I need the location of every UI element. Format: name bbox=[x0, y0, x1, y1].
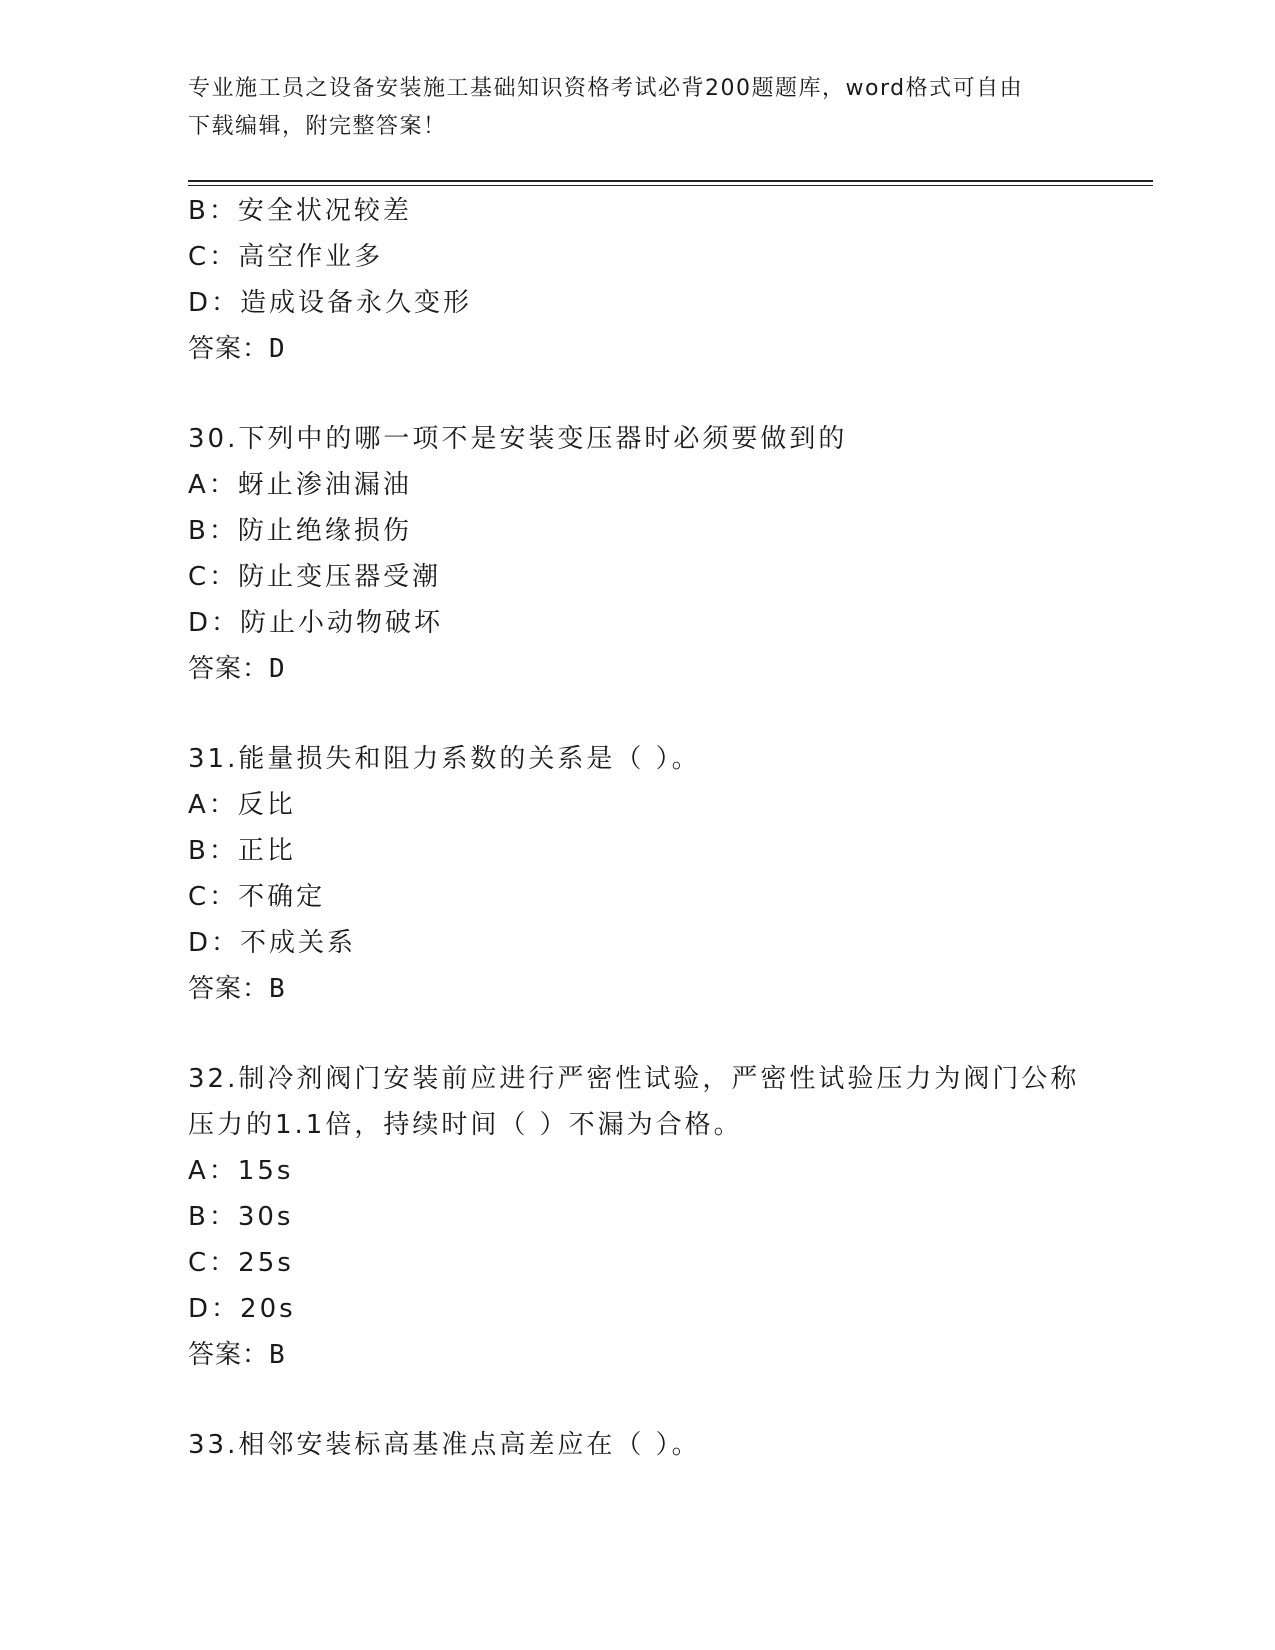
question-31 bbox=[188, 736, 1088, 1012]
question-text: 30.下列中的哪一项不是安装变压器时必须要做到的 bbox=[188, 424, 848, 454]
option-c: C：防止变压器受潮 bbox=[188, 562, 442, 592]
question-30 bbox=[188, 416, 1088, 692]
header-line-2: 下载编辑，附完整答案！ bbox=[188, 114, 447, 139]
option-d: D：20s bbox=[188, 1294, 296, 1324]
question-list bbox=[188, 188, 1088, 1468]
option-b: B：安全状况较差 bbox=[188, 196, 412, 226]
answer: 答案：B bbox=[188, 974, 286, 1004]
question-text-line-1: 32.制冷剂阀门安装前应进行严密性试验，严密性试验压力为阀门公称 bbox=[188, 1064, 1080, 1094]
option-c: C：25s bbox=[188, 1248, 294, 1278]
document-header bbox=[188, 70, 1088, 146]
question-text: 31.能量损失和阻力系数的关系是（ ）。 bbox=[188, 744, 701, 774]
header-line-1: 专业施工员之设备安装施工基础知识资格考试必背200题题库，word格式可自由 bbox=[188, 76, 1024, 101]
option-d: D：不成关系 bbox=[188, 928, 357, 958]
option-b: B：防止绝缘损伤 bbox=[188, 516, 412, 546]
question-29-continued bbox=[188, 188, 1088, 372]
option-d: D：造成设备永久变形 bbox=[188, 288, 473, 318]
answer: 答案：D bbox=[188, 654, 286, 684]
option-b: B：正比 bbox=[188, 836, 296, 866]
option-b: B：30s bbox=[188, 1202, 294, 1232]
option-a: A：蚜止渗油漏油 bbox=[188, 470, 412, 500]
option-a: A：反比 bbox=[188, 790, 296, 820]
question-33 bbox=[188, 1422, 1088, 1468]
question-32 bbox=[188, 1056, 1088, 1378]
header-divider bbox=[188, 180, 1153, 186]
answer: 答案：B bbox=[188, 1340, 286, 1370]
question-text-line-2: 压力的1.1倍，持续时间（ ）不漏为合格。 bbox=[188, 1110, 743, 1140]
option-a: A：15s bbox=[188, 1156, 294, 1186]
question-text: 33.相邻安装标高基准点高差应在（ ）。 bbox=[188, 1430, 701, 1460]
option-c: C：高空作业多 bbox=[188, 242, 384, 272]
option-d: D：防止小动物破坏 bbox=[188, 608, 444, 638]
answer: 答案：D bbox=[188, 334, 286, 364]
option-c: C：不确定 bbox=[188, 882, 326, 912]
